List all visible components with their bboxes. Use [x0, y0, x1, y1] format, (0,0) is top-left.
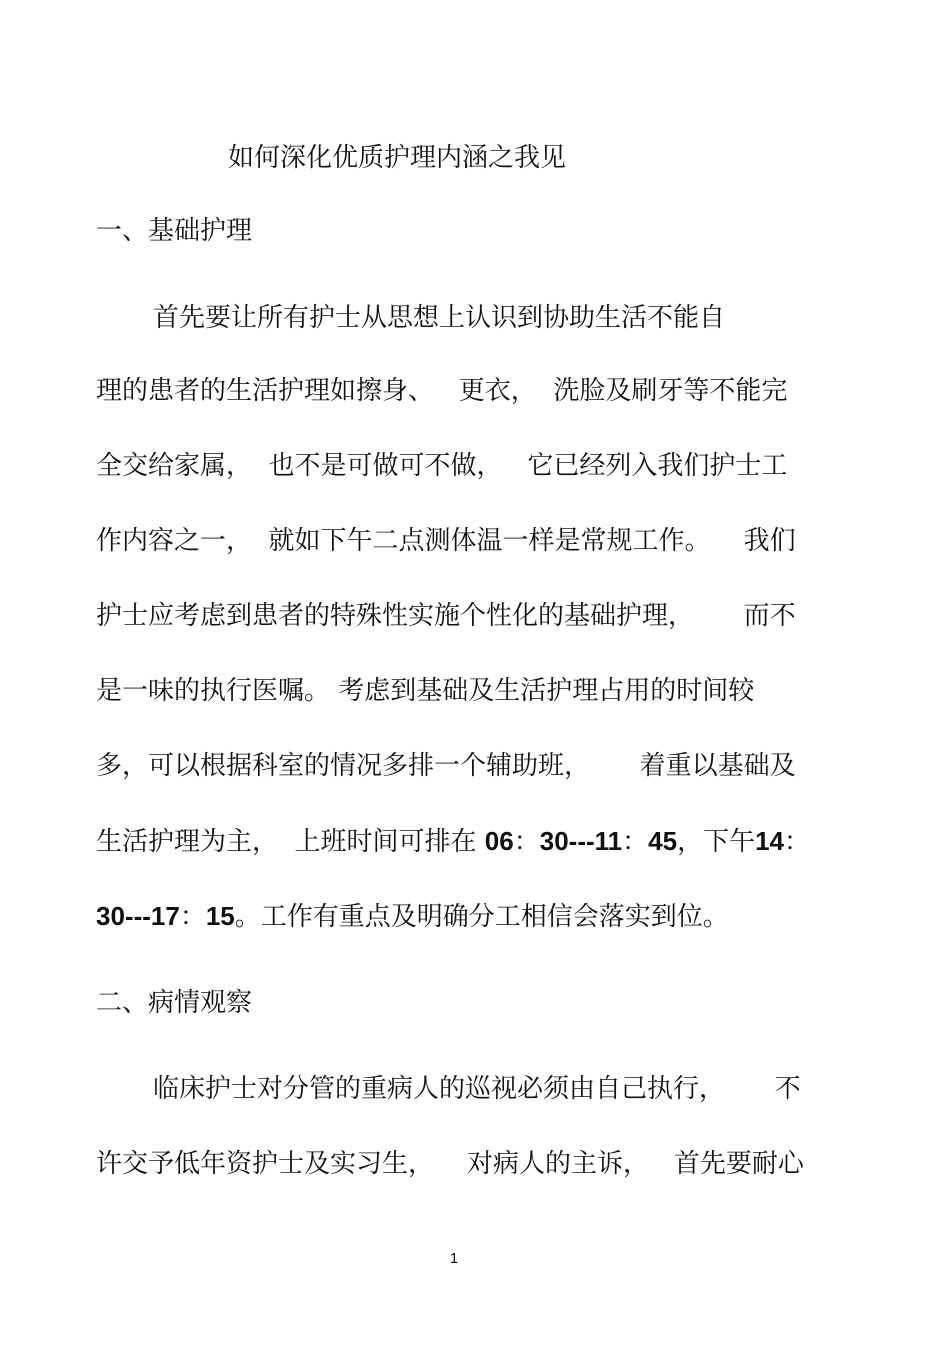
paragraph-line: 许交予低年资护士及实习生， 对病人的主诉， 首先要耐心: [96, 1149, 804, 1179]
paragraph-line: 全交给家属， 也不是可做可不做， 它已经列入我们护士工: [96, 451, 788, 481]
section-heading-observation: 二、病情观察: [96, 988, 253, 1018]
paragraph-line: 临床护士对分管的重病人的巡视必须由自己执行， 不: [153, 1074, 801, 1104]
paragraph-line: 首先要让所有护士从思想上认识到协助生活不能自: [153, 303, 726, 333]
afternoon-time-range: 30---17: [96, 901, 180, 931]
afternoon-end-time: 15: [205, 901, 235, 931]
page-number: 1: [449, 1250, 459, 1267]
afternoon-label: ，下午: [677, 827, 756, 857]
schedule-line: [96, 823, 810, 860]
time-separator: ：: [622, 827, 649, 857]
paragraph-line: 多，可以根据科室的情况多排一个辅助班， 着重以基础及: [96, 751, 796, 781]
paragraph-line: 作内容之一， 就如下午二点测体温一样是常规工作。 我们: [96, 526, 796, 556]
paragraph-line: 护士应考虑到患者的特殊性实施个性化的基础护理， 而不: [96, 601, 796, 631]
paragraph-line: 是一味的执行医嘱。 考虑到基础及生活护理占用的时间较: [96, 676, 755, 706]
time-separator: ：: [179, 902, 206, 932]
time-separator: ：: [784, 827, 811, 857]
time-separator: ：: [513, 827, 540, 857]
morning-time-range: 30---11: [539, 826, 623, 856]
document-title: 如何深化优质护理内涵之我见: [228, 143, 567, 173]
morning-start-time: 06: [484, 826, 514, 856]
section-heading-basic-care: 一、基础护理: [96, 216, 253, 246]
closing-sentence: 。工作有重点及明确分工相信会落实到位。: [234, 902, 729, 932]
morning-end-time: 45: [648, 826, 678, 856]
paragraph-line: 理的患者的生活护理如擦身、 更衣， 洗脸及刷牙等不能完: [96, 376, 788, 406]
schedule-prefix: 生活护理为主， 上班时间可排在: [96, 827, 485, 857]
schedule-line-continued: [96, 898, 729, 935]
afternoon-start-time: 14: [755, 826, 784, 856]
